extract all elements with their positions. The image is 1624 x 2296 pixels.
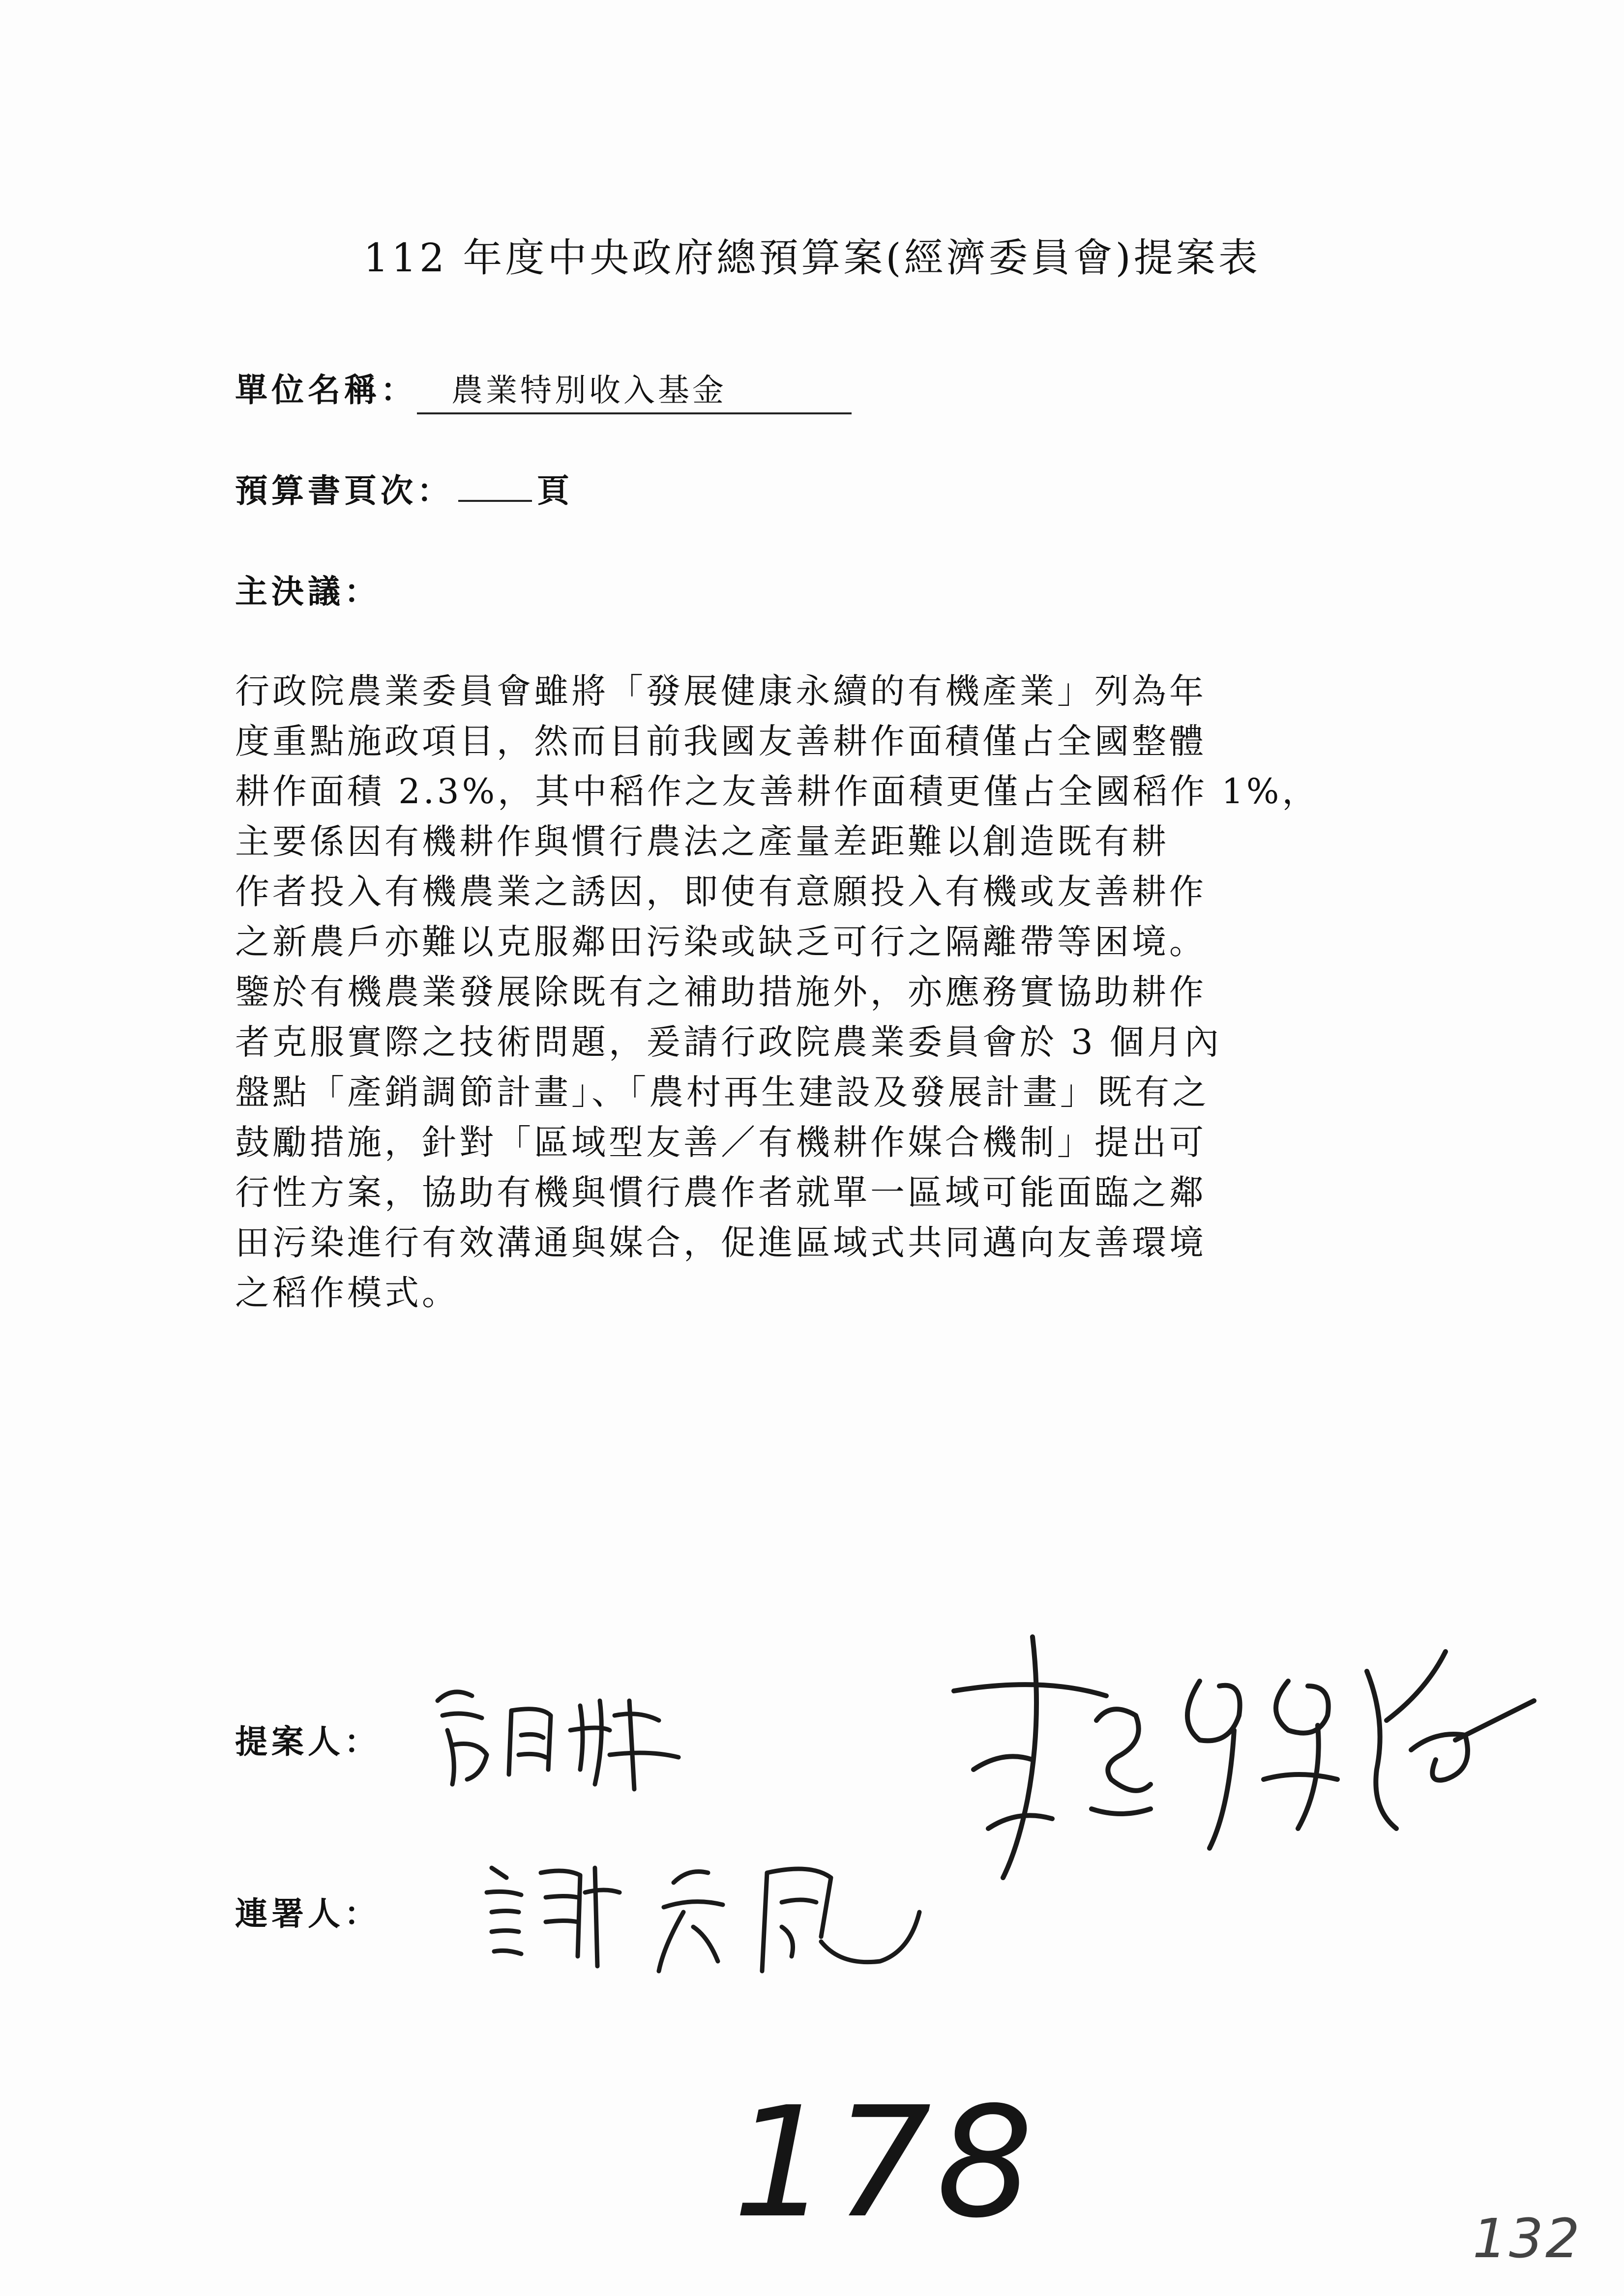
resolution-line: 之稻作模式。 [235, 1273, 459, 1313]
proposer-signature [423, 1657, 698, 1804]
resolution-line: 者克服實際之技術問題，爰請行政院農業委員會於 3 個月內 [235, 1022, 1222, 1062]
handwritten-page-number: 178 [733, 2074, 1038, 2252]
budget-page-suffix: 頁 [537, 471, 573, 510]
budget-page-blank [458, 500, 532, 502]
resolution-line: 耕作面積 2.3%，其中稻作之友善耕作面積更僅占全國稻作 1%， [235, 771, 1320, 812]
proposer-label: 提案人： [235, 1722, 381, 1761]
resolution-line: 田污染進行有效溝通與媒合，促進區域式共同邁向友善環境 [235, 1222, 1207, 1263]
unit-name-label: 單位名稱： [235, 371, 417, 409]
resolution-line: 作者投入有機農業之誘因，即使有意願投入有機或友善耕作 [235, 872, 1207, 912]
resolution-line: 度重點施政項目，然而目前我國友善耕作面積僅占全國整體 [235, 721, 1207, 761]
resolution-body [235, 666, 1395, 1318]
resolution-line: 行政院農業委員會雖將「發展健康永續的有機產業」列為年 [235, 671, 1207, 711]
resolution-line: 盤點「產銷調節計畫」、「農村再生建設及發展計畫」既有之 [235, 1072, 1210, 1112]
budget-page-row [235, 465, 573, 511]
cosigner-signature-large [944, 1622, 1603, 1897]
corner-page-number: 132 [1473, 2207, 1582, 2270]
page-title: 112 年度中央政府總預算案(經濟委員會)提案表 [363, 235, 1261, 281]
resolution-line: 之新農戶亦難以克服鄰田污染或缺乏可行之隔離帶等困境。 [235, 922, 1207, 962]
resolution-label: 主決議： [235, 572, 381, 610]
unit-name-row [235, 364, 852, 414]
resolution-line: 行性方案，協助有機與慣行農作者就單一區域可能面臨之鄰 [235, 1172, 1207, 1213]
cosigner-signature [477, 1838, 949, 1986]
unit-name-value: 農業特別收入基金 [417, 365, 852, 414]
resolution-line: 鼓勵措施，針對「區域型友善／有機耕作媒合機制」提出可 [235, 1122, 1207, 1163]
budget-page-label: 預算書頁次： [235, 471, 453, 510]
resolution-line: 鑒於有機農業發展除既有之補助措施外，亦應務實協助耕作 [235, 972, 1207, 1012]
resolution-line: 主要係因有機耕作與慣行農法之產量差距難以創造既有耕 [235, 821, 1169, 862]
cosigner-label: 連署人： [235, 1894, 381, 1933]
